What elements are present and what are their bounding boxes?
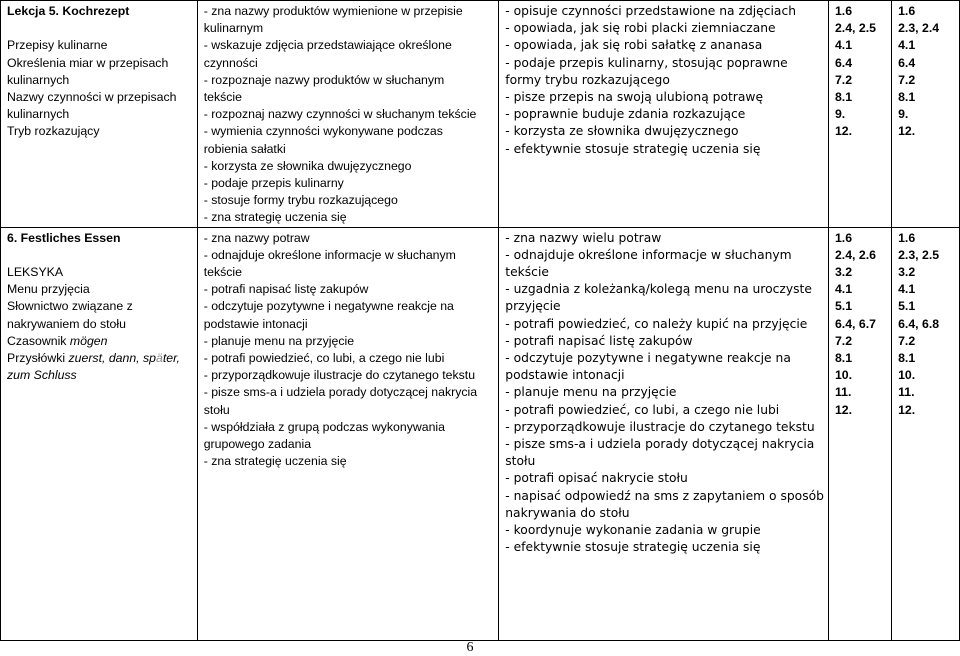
text-line: - poprawnie buduje zdania rozkazujące — [505, 107, 746, 122]
text-line: - opisuje czynności przedstawione na zdjęciach — [505, 4, 797, 18]
text-line: - zna strategię uczenia się — [203, 454, 347, 469]
text-line: - odnajduje określone informacje w słuchanym — [505, 247, 792, 262]
text-line: 10. — [834, 368, 853, 383]
text-line: Słownictwo związane z — [7, 299, 133, 314]
text-line: 1.6 — [834, 230, 853, 245]
text-line: - napisać odpowiedź na sms z zapytaniem o sposób — [505, 488, 824, 503]
text-line: kulinarnych — [7, 107, 70, 122]
extended-skills-cell — [499, 1, 829, 228]
text-line: 6.4 — [898, 55, 916, 70]
topic-cell — [1, 1, 198, 228]
text-line: 4.1 — [898, 282, 916, 297]
text-line: 3.2 — [898, 265, 916, 280]
text-line: 4.1 — [834, 282, 853, 297]
skills-list — [505, 3, 824, 158]
text-line: robienia sałatki — [203, 141, 286, 156]
page-number: 6 — [466, 640, 474, 655]
text-line: 12. — [898, 402, 916, 417]
text-line: tekście — [203, 265, 242, 280]
text-line: 1.6 — [898, 230, 916, 245]
text-line: - planuje menu na przyjęcie — [505, 385, 677, 400]
lesson-title: Lekcja 5. Kochrezept — [7, 4, 130, 18]
text-line: 7.2 — [898, 72, 916, 87]
text-line: - korzysta ze słownika dwujęzycznego — [203, 158, 412, 173]
text-line: 4.1 — [834, 38, 853, 53]
topic-cell — [1, 227, 198, 640]
text-line: - potrafi napisać listę zakupów — [203, 282, 369, 297]
text-line: stołu — [505, 454, 536, 469]
requirements-basic-cell — [828, 1, 891, 228]
adverb-words-2: ter, — [162, 351, 180, 366]
text-line: 1.6 — [898, 4, 916, 18]
text-line: 9. — [898, 107, 909, 122]
text-line: - zna nazwy potraw — [203, 230, 310, 245]
text-line: kulinarnym — [203, 21, 264, 36]
text-line: - zna nazwy produktów wymienione w przepisie — [203, 4, 463, 18]
text-line: 8.1 — [834, 90, 853, 105]
text-line: 7.2 — [898, 333, 916, 348]
text-line: - podaje przepis kulinarny, stosując poprawne — [505, 55, 788, 70]
text-line: - stosuje formy trybu rozkazującego — [203, 193, 398, 208]
text-line: 3.2 — [834, 265, 853, 280]
text-line: - przyporządkowuje ilustracje do czytanego tekstu — [203, 368, 476, 383]
text-line: 1.6 — [834, 4, 853, 18]
text-line: 6.4, 6.7 — [834, 316, 876, 331]
text-line: stołu — [203, 402, 230, 417]
adverb-line-2: zum Schluss — [7, 368, 77, 383]
text-line: - potrafi powiedzieć, co lubi, a czego nie lubi — [505, 402, 780, 417]
code-list — [835, 3, 887, 141]
text-line: - współdziała z grupą podczas wykonywania — [203, 419, 445, 434]
basic-skills-cell — [197, 227, 499, 640]
text-line: - potrafi opisać nakrycie stołu — [505, 471, 688, 486]
text-line: podstawie intonacji — [505, 368, 625, 383]
text-line: - potrafi napisać listę zakupów — [505, 333, 693, 348]
adverb-umlaut: ä — [156, 351, 163, 366]
text-line: - koordynuje wykonanie zadania w grupie — [505, 523, 761, 538]
text-line: nakrywaniem do stołu — [7, 316, 126, 331]
skills-list — [204, 3, 495, 227]
text-line: - podaje przepis kulinarny — [203, 176, 344, 191]
text-line: - rozpoznaje nazwy produktów w słuchanym — [203, 72, 445, 87]
text-line: nakrywania do stołu — [505, 505, 630, 520]
text-line: - odczytuje pozytywne i negatywne reakcje na — [505, 351, 791, 366]
text-line: 5.1 — [834, 299, 853, 314]
text-line: - efektywnie stosuje strategię uczenia się — [505, 141, 761, 156]
text-line: 8.1 — [898, 90, 916, 105]
text-line: 2.3, 2.4 — [898, 21, 940, 36]
text-line: 12. — [834, 402, 853, 417]
text-line: - odnajduje określone informacje w słuchanym — [203, 247, 456, 262]
text-line: 4.1 — [898, 38, 916, 53]
text-line: 9. — [834, 107, 846, 122]
text-line: 10. — [898, 368, 916, 383]
text-line: - opowiada, jak się robi sałatkę z ananasa — [505, 38, 763, 53]
text-line: 2.3, 2.5 — [898, 247, 940, 262]
text-line: - planuje menu na przyjęcie — [203, 333, 355, 348]
verb-line — [7, 333, 193, 350]
verb-prefix: Czasownik — [7, 333, 70, 348]
text-line: grupowego zadania — [203, 437, 312, 452]
text-line: 2.4, 2.6 — [834, 247, 876, 262]
text-line: kulinarnych — [7, 72, 70, 87]
topic-list — [7, 281, 193, 333]
text-line: - przyporządkowuje ilustracje do czytanego tekstu — [505, 419, 815, 434]
requirements-extended-cell — [892, 227, 960, 640]
verb-word: mögen — [69, 333, 108, 348]
text-line: - opowiada, jak się robi placki ziemniaczane — [505, 21, 776, 36]
text-line: 6.4, 6.8 — [898, 316, 940, 331]
table-row — [1, 227, 960, 640]
text-line: 7.2 — [834, 72, 853, 87]
text-line: - pisze sms-a i udziela porady dotyczącej nakrycia — [505, 437, 815, 452]
text-line: - pisze przepis na swoją ulubioną potrawę — [505, 90, 764, 105]
basic-skills-cell — [197, 1, 499, 228]
table-row — [1, 1, 960, 228]
text-line: 7.2 — [834, 333, 853, 348]
text-line: - wymienia czynności wykonywane podczas — [203, 124, 443, 139]
section-label: LEKSYKA — [7, 265, 64, 280]
code-list — [835, 230, 887, 419]
text-line: 8.1 — [898, 351, 916, 366]
text-line: - uzgadnia z koleżanką/kolegą menu na uroczyste — [505, 282, 812, 297]
requirements-basic-cell — [828, 227, 891, 640]
text-line: 6.4 — [834, 55, 853, 70]
text-line: Nazwy czynności w przepisach — [7, 90, 177, 104]
skills-list — [505, 230, 824, 557]
lesson-title: 6. Festliches Essen — [7, 230, 121, 245]
text-line: 8.1 — [834, 351, 853, 366]
text-line: tekście — [203, 90, 242, 105]
text-line: Przepisy kulinarne — [7, 38, 108, 53]
text-line: - potrafi powiedzieć, co lubi, a czego nie lubi — [203, 351, 445, 366]
adverb-line — [7, 350, 193, 367]
adverb-words: zuerst, dann, sp — [68, 351, 156, 366]
text-line: - rozpoznaj nazwy czynności w słuchanym tekście — [203, 107, 477, 122]
text-line: - efektywnie stosuje strategię uczenia się — [505, 540, 761, 555]
text-line: 11. — [834, 385, 852, 400]
text-line: 5.1 — [898, 299, 916, 314]
text-line: 12. — [834, 124, 853, 139]
text-line: - zna strategię uczenia się — [203, 210, 347, 225]
code-list — [898, 3, 955, 141]
text-line: Menu przyjęcia — [7, 282, 90, 297]
text-line: - korzysta ze słownika dwujęzycznego — [505, 124, 739, 139]
text-line: - odczytuje pozytywne i negatywne reakcje na — [203, 299, 454, 314]
adverb-prefix: Przysłówki — [7, 351, 69, 366]
text-line: - potrafi powiedzieć, co należy kupić na przyjęcie — [505, 316, 808, 331]
text-line: - zna nazwy wielu potraw — [505, 230, 662, 245]
text-line: - pisze sms-a i udziela porady dotyczącej nakrycia — [203, 385, 478, 400]
text-line: 12. — [898, 124, 916, 139]
text-line: tekście — [505, 265, 549, 280]
extended-skills-cell — [499, 227, 829, 640]
requirements-extended-cell — [892, 1, 960, 228]
text-line: formy trybu rozkazującego — [505, 72, 670, 87]
topic-list — [7, 37, 193, 140]
text-line: Tryb rozkazujący — [7, 124, 100, 139]
text-line: czynności — [203, 55, 258, 70]
text-line: przyjęcie — [505, 299, 561, 314]
skills-list — [204, 230, 495, 471]
text-line: podstawie intonacji — [203, 316, 308, 331]
text-line: 11. — [898, 385, 915, 400]
text-line: - wskazuje zdjęcia przedstawiające określone — [203, 38, 452, 53]
text-line: 2.4, 2.5 — [834, 21, 876, 36]
code-list — [898, 230, 955, 419]
text-line: Określenia miar w przepisach — [7, 55, 169, 70]
